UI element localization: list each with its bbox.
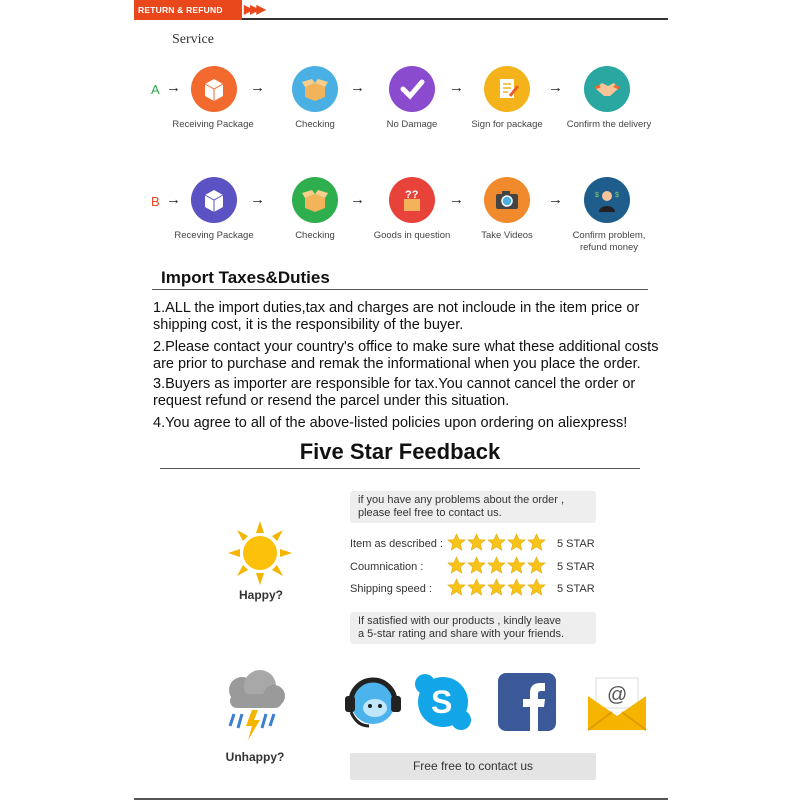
step-caption: No Damage	[386, 119, 438, 130]
bubble-line: a 5-star rating and share with your friends.	[358, 628, 565, 640]
arrow-icon: →	[250, 191, 265, 208]
step-caption: Checking	[295, 119, 335, 130]
row-a-label: A	[151, 82, 160, 97]
feedback-title: Five Star Feedback	[299, 439, 501, 464]
rating-request-bubble	[350, 612, 596, 644]
bubble-line: please feel free to contact us.	[358, 507, 502, 519]
taxes-title: Import Taxes&Duties	[161, 268, 330, 287]
step-caption: refund money	[579, 242, 639, 253]
rating-label: Item as described :	[350, 538, 443, 550]
step-caption: Receving Package	[174, 230, 254, 241]
rating-value: 5 STAR	[557, 561, 595, 573]
step-caption: Goods in question	[373, 230, 451, 241]
star-icon	[487, 578, 506, 602]
star-icon	[507, 578, 526, 602]
tax-item: 1.ALL the import duties,tax and charges are not incloude in the item price or shipping cost, it is the responsibility of the buyer.	[153, 300, 640, 333]
star-icon	[487, 556, 506, 580]
arrow-icon: →	[250, 79, 265, 96]
star-icon	[507, 556, 526, 580]
service-title: Service	[172, 32, 214, 47]
star-rating	[447, 556, 546, 580]
rating-value: 5 STAR	[557, 583, 595, 595]
tax-item: 3.Buyers as importer are responsible for tax.You cannot cancel the order or request refund or resend the parcel under this situation.	[153, 376, 636, 409]
rating-value: 5 STAR	[557, 538, 595, 550]
step-caption: Confirm problem,	[572, 230, 646, 241]
package-icon	[191, 66, 237, 112]
sign-document-icon	[484, 66, 530, 112]
facebook-icon[interactable]	[498, 673, 556, 736]
star-icon	[447, 578, 466, 602]
star-icon	[487, 533, 506, 557]
bubble-line: if you have any problems about the order ,	[358, 494, 565, 506]
contact-bubble	[350, 491, 596, 523]
camera-icon	[484, 177, 530, 223]
rating-label: Coumnication :	[350, 561, 424, 573]
svg-text:@: @	[607, 684, 628, 706]
refund-money-icon	[584, 177, 630, 223]
bubble-line: If satisfied with our products , kindly leave	[358, 615, 561, 627]
star-icon	[507, 533, 526, 557]
storm-cloud-icon	[220, 668, 288, 747]
checkmark-icon	[389, 66, 435, 112]
star-rating	[447, 533, 546, 557]
arrow-icon: →	[166, 191, 181, 208]
skype-icon[interactable]	[414, 673, 472, 736]
feedback-rule	[160, 468, 640, 469]
star-rating	[447, 578, 546, 602]
star-icon	[527, 556, 546, 580]
taxes-rule	[152, 289, 648, 290]
arrow-icon: →	[548, 191, 563, 208]
step-caption: Confirm the delivery	[566, 119, 652, 130]
star-icon	[447, 533, 466, 557]
arrow-icon: →	[449, 79, 464, 96]
contact-us-button[interactable]: Free free to contact us	[350, 753, 596, 780]
happy-label: Happy?	[238, 588, 283, 602]
open-box-icon	[292, 66, 338, 112]
tax-item: 4.You agree to all of the above-listed policies upon ordering on aliexpress!	[153, 415, 628, 431]
arrow-icon: →	[548, 79, 563, 96]
arrow-icon: →	[350, 79, 365, 96]
arrow-icon: →	[449, 191, 464, 208]
sun-icon	[228, 521, 292, 590]
star-icon	[527, 533, 546, 557]
step-caption: Take Videos	[481, 230, 533, 241]
unhappy-label: Unhappy?	[225, 750, 285, 764]
svg-text:S: S	[431, 684, 453, 720]
star-icon	[467, 533, 486, 557]
open-box-icon	[292, 177, 338, 223]
return-refund-tab: RETURN & REFUND	[134, 0, 242, 20]
star-icon	[447, 556, 466, 580]
svg-text:$: $	[595, 192, 599, 199]
svg-text:??: ??	[405, 189, 419, 201]
step-caption: Receiving Package	[172, 119, 254, 130]
svg-text:$: $	[615, 192, 619, 199]
tax-item: 2.Please contact your country's office to make sure what these additional costs are prior to purchase and remak the informational when you place the order.	[153, 339, 659, 372]
arrow-icon: →	[350, 191, 365, 208]
star-icon	[467, 578, 486, 602]
step-caption: Checking	[295, 230, 335, 241]
customer-service-icon[interactable]	[339, 668, 403, 739]
email-icon[interactable]	[586, 674, 648, 737]
star-icon	[467, 556, 486, 580]
star-icon	[527, 578, 546, 602]
step-caption: Sign for package	[471, 119, 543, 130]
package-icon	[191, 177, 237, 223]
row-b-label: B	[151, 194, 160, 209]
rating-label: Shipping speed :	[350, 583, 432, 595]
handshake-icon	[584, 66, 630, 112]
header-arrows-icon: ▶▶▶	[244, 2, 263, 16]
question-box-icon	[389, 177, 435, 223]
arrow-icon: →	[166, 79, 181, 96]
